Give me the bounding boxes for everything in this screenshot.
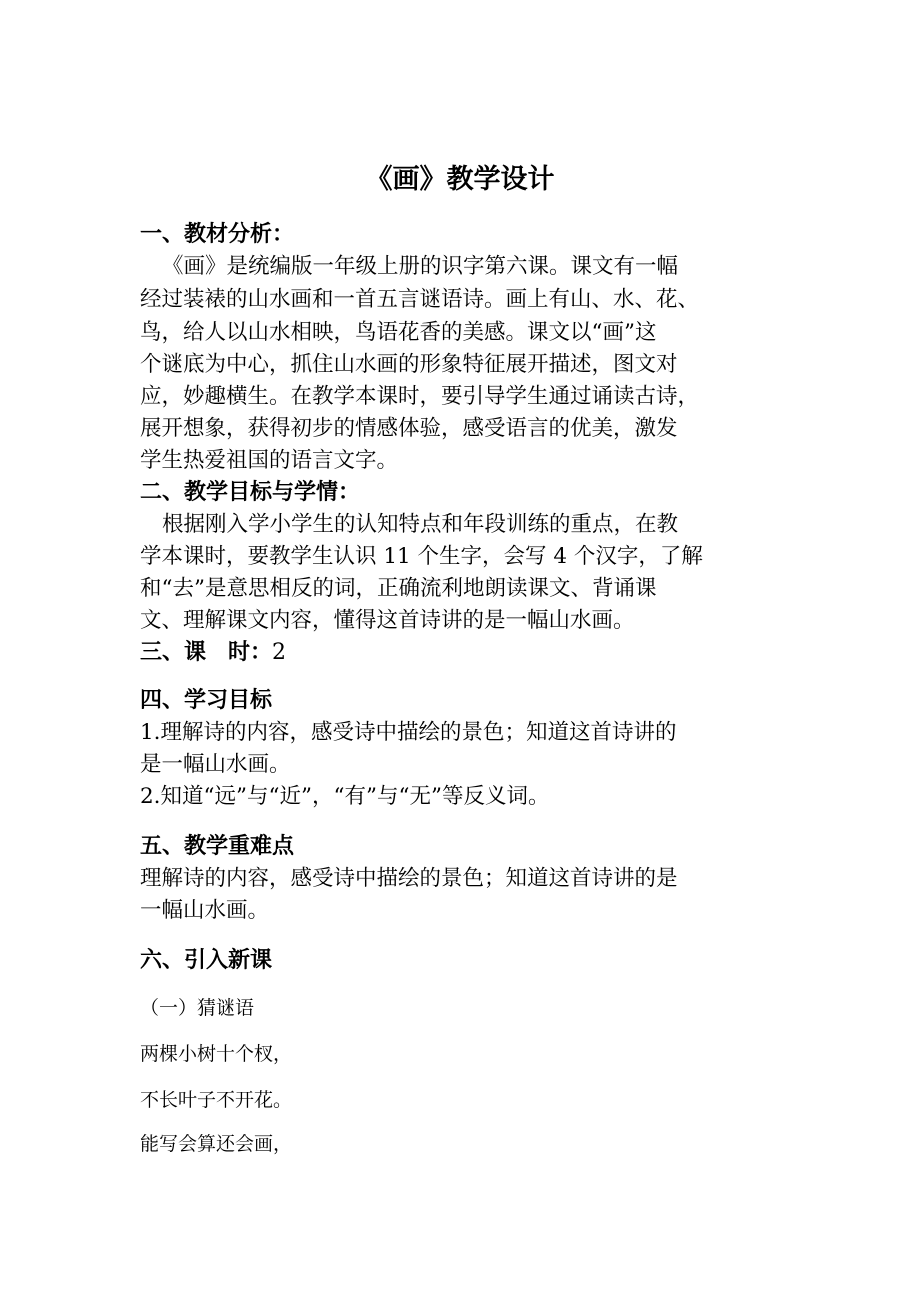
class-hours-label: 三、课 时：: [140, 640, 273, 665]
paragraph-line: 一幅山水画。: [140, 898, 270, 923]
section-heading-introduction: 六、引入新课: [140, 948, 273, 973]
section-heading-key-points: 五、教学重难点: [140, 834, 295, 859]
document-title: 《画》教学设计: [365, 164, 555, 195]
paragraph-line: 和“去”是意思相反的词，正确流利地朗读课文、背诵课: [140, 576, 657, 601]
class-hours-value: 2: [272, 640, 287, 665]
section-heading-objectives: 二、教学目标与学情：: [140, 480, 361, 505]
paragraph-line: 个谜底为中心，抓住山水画的形象特征展开描述，图文对: [140, 352, 678, 377]
paragraph-line: 根据刚入学小学生的认知特点和年段训练的重点，在教: [162, 512, 679, 537]
subheading-riddle: （一）猜谜语: [140, 997, 255, 1019]
paragraph-line: 展开想象，获得初步的情感体验，感受语言的优美，激发: [140, 416, 678, 441]
paragraph-line: 文、理解课文内容，懂得这首诗讲的是一幅山水画。: [140, 608, 635, 633]
riddle-line: 两棵小树十个杈，: [140, 1043, 293, 1065]
paragraph-line: 应，妙趣横生。在教学本课时，要引导学生通过诵读古诗，: [140, 384, 700, 409]
riddle-line: 不长叶子不开花。: [140, 1089, 293, 1111]
paragraph-line: 鸟，给人以山水相映，鸟语花香的美感。课文以“画”这: [140, 320, 657, 345]
paragraph-line: 《画》是统编版一年级上册的识字第六课。课文有一幅: [162, 254, 679, 279]
paragraph-line: 理解诗的内容，感受诗中描绘的景色；知道这首诗讲的是: [140, 866, 678, 891]
riddle-line: 能写会算还会画，: [140, 1133, 293, 1155]
paragraph-line: 学本课时，要教学生认识 11 个生字，会写 4 个汉字，了解: [140, 544, 703, 569]
paragraph-line: 1.理解诗的内容，感受诗中描绘的景色；知道这首诗讲的: [140, 720, 677, 745]
paragraph-line: 经过装裱的山水画和一首五言谜语诗。画上有山、水、花、: [140, 287, 700, 312]
section-heading-class-hours: [140, 638, 286, 668]
section-heading-learning-goals: 四、学习目标: [140, 688, 273, 713]
section-heading-materials: 一、教材分析：: [140, 222, 295, 247]
paragraph-line: 2.知道“远”与“近”，“有”与“无”等反义词。: [140, 784, 550, 809]
paragraph-line: 是一幅山水画。: [140, 752, 291, 777]
paragraph-line: 学生热爱祖国的语言文字。: [140, 448, 399, 473]
